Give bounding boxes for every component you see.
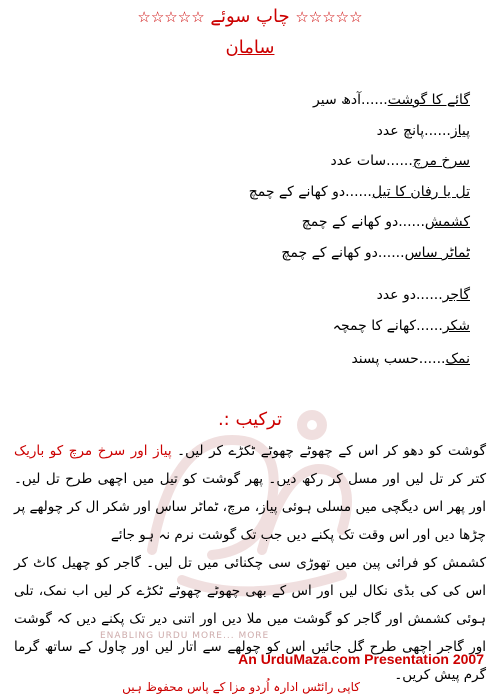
ingredient-item bbox=[333, 318, 470, 334]
ingredient-name: کشمش bbox=[424, 214, 470, 230]
ingredient-item bbox=[351, 351, 470, 367]
method-paragraph-1 bbox=[14, 437, 486, 549]
ingredient-item bbox=[313, 92, 470, 108]
ingredient-item bbox=[377, 287, 470, 303]
ingredient-quantity: حسب پسند bbox=[351, 351, 419, 367]
ingredient-item bbox=[377, 123, 470, 139]
copyright-notice: کاپی رائٹس ادارہ اُردو مزا کے پاس محفوظ ہیں bbox=[122, 680, 360, 694]
ingredient-name: ٹماٹر ساس bbox=[404, 245, 470, 261]
ingredient-separator: ...... bbox=[415, 287, 443, 303]
page-title bbox=[0, 6, 500, 27]
ingredient-quantity: دو عدد bbox=[376, 287, 416, 303]
ingredient-separator: ...... bbox=[361, 92, 388, 108]
method-paragraph-2: کشمش کو فرائی پین میں تھوڑی سی چکنائی میں تل لیں۔ گاجر کو چھیل کاٹ کر اس کی کی بڈی نکال لیں اور اس کے بھی چھوٹے چھوٹے ٹکڑے کر لیں اب نمک، تلی ہوئی کشمش اور گاجر کو گوشت میں ملا دیں اور اتنی دیر تک پکنے دیں کہ گوشت اور گاجر اچھی طرح گل جائیں اس کو چولھے سے اتار لیں اور چاول کے ساتھ گرما گرم پیش کریں۔ bbox=[14, 555, 486, 683]
method-text: کتر کر تل لیں اور مسل کر رکھ دیں۔ پھر گوشت کو تیل میں اچھی طرح تل لیں۔ اور پھر اس دیگچی میں مسلی ہوئی پیاز، مرچ، ٹماٹر ساس اور شکر ال کر چولھے پر چڑھا دیں اور اس وقت تک پکنے دیں جب تک گوشت نرم نہ ہو جائے bbox=[14, 471, 486, 543]
ingredient-quantity: کھانے کا چمچہ bbox=[332, 318, 417, 334]
ingredient-separator: ...... bbox=[424, 123, 451, 139]
star-icons-left: ☆☆☆☆☆ bbox=[295, 8, 363, 26]
ingredient-item bbox=[281, 245, 470, 261]
ingredient-separator: ...... bbox=[418, 351, 446, 367]
ingredient-quantity: آدھ سیر bbox=[313, 92, 362, 108]
ingredient-name: شکر bbox=[442, 318, 470, 334]
presentation-credit: An UrduMaza.com Presentation 2007 bbox=[238, 651, 484, 667]
ingredient-name: گاجر bbox=[442, 287, 470, 303]
method-text: گوشت کو دھو کر اس کے چھوٹے چھوٹے ٹکڑے کر لیں۔ bbox=[177, 443, 486, 459]
star-icons-right: ☆☆☆☆☆ bbox=[137, 8, 205, 26]
method-highlight: پیاز اور سرخ مرچ کو باریک bbox=[14, 443, 172, 459]
ingredient-separator: ...... bbox=[398, 214, 425, 230]
ingredient-name: تل یا رفان کا تیل bbox=[371, 184, 470, 200]
ingredient-name: گائے کا گوشت bbox=[387, 92, 470, 108]
ingredient-separator: ...... bbox=[377, 245, 405, 261]
method-heading: ترکیب :. bbox=[217, 409, 283, 430]
ingredient-separator: ...... bbox=[345, 184, 372, 200]
ingredient-separator: ...... bbox=[386, 153, 413, 169]
ingredient-item bbox=[302, 214, 470, 230]
ingredients-heading: سامان bbox=[225, 37, 275, 58]
ingredient-quantity: پانچ عدد bbox=[376, 123, 425, 139]
recipe-title: چاپ سوئے bbox=[210, 6, 290, 27]
ingredient-quantity: سات عدد bbox=[330, 153, 387, 169]
watermark-text: ENABLING URDU MORE... MORE bbox=[100, 631, 270, 641]
ingredient-separator: ...... bbox=[416, 318, 443, 334]
ingredient-name: سرخ مرچ bbox=[412, 153, 470, 169]
ingredient-quantity: دو کھانے کے چمچ bbox=[281, 245, 378, 261]
ingredient-quantity: دو کھانے کے چمچ bbox=[248, 184, 346, 200]
ingredient-item bbox=[331, 153, 470, 169]
ingredient-name: پیاز bbox=[450, 123, 470, 139]
ingredient-quantity: دو کھانے کے چمچ bbox=[301, 214, 399, 230]
ingredient-name: نمک bbox=[445, 351, 470, 367]
ingredient-item bbox=[249, 184, 470, 200]
